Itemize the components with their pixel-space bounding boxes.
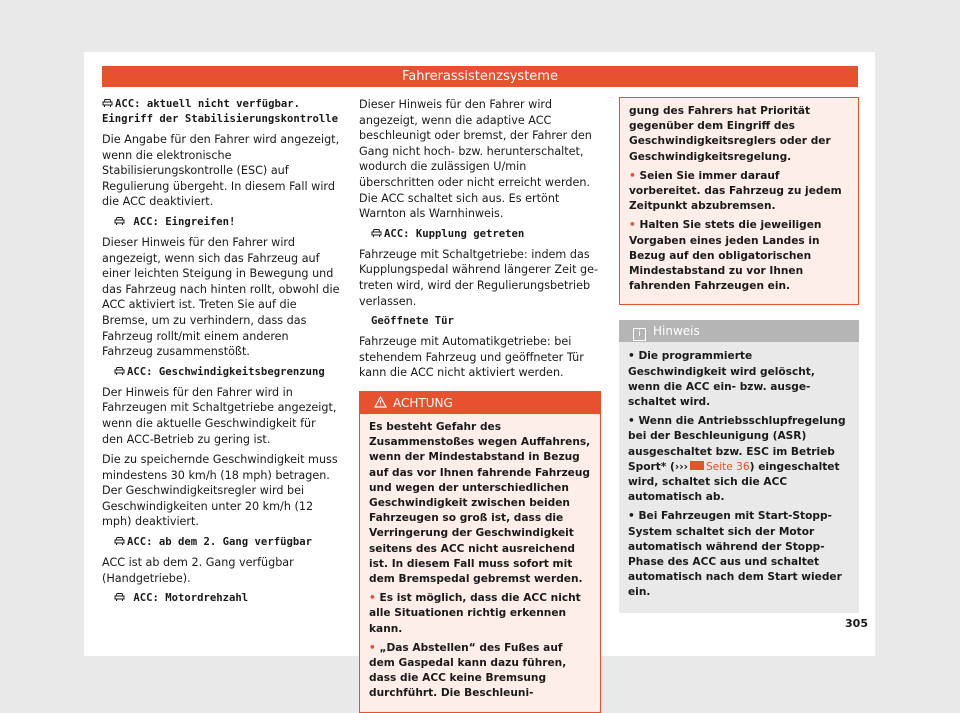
note-header: i Hinweis <box>619 320 859 342</box>
car-icon <box>371 228 382 238</box>
paragraph: ACC ist ab dem 2. Gang verfügbar (Handgetriebe). <box>102 556 294 585</box>
bullet-icon: • <box>629 219 636 232</box>
warning-box <box>359 391 601 713</box>
message-heading: ACC: Kupplung getreten <box>359 227 601 242</box>
info-icon: i <box>633 328 646 341</box>
page-reference-link[interactable]: Seite 36 <box>705 460 750 473</box>
warning-text: Es besteht Gefahr des Zusammenstoßes wegen Auffahrens, wenn der Mindestabstand in Bezug auf das vor Ihnen fahrende Fahrzeug und wegen der unterschiedlichen Geschwindigkeit zwischen beiden Fahrzeugen so groß ist, dass die Verringerung der Geschwindigkeit seitens des ACC nicht ausreichend ist. In diesem Fall muss sofort mit dem Bremspedal gebremst werden. <box>369 420 591 585</box>
paragraph: Die zu speichernde Geschwindigkeit muss mindestens 30 km/h (18 mph) betragen. Der Geschwindigkeitsregler wird bei Geschwindigkeiten unter 20 km/h (12 mph) deaktiviert. <box>102 453 338 529</box>
message-heading: ACC: ab dem 2. Gang verfügbar <box>102 535 340 550</box>
warning-bullet: • „Das Abstellen“ des Fußes auf dem Gaspedal kann dazu führen, dass die ACC keine Bremsung durchführt. Die Beschleuni- <box>369 641 567 700</box>
message-heading: Geöffnete Tür <box>371 315 454 328</box>
bullet-icon: • <box>629 169 636 182</box>
warning-bullet: • Halten Sie stets die jeweiligen Vorgaben eines jeden Landes in Bezug auf den obligatorischen Mindestabstand zu vor Ihnen fahrenden Fahrzeugen ein. <box>629 219 822 293</box>
paragraph: Fahrzeuge mit Schaltgetriebe: indem das Kupplungspedal während längerer Zeit getreten wird, wird der Regulierungsbetrieb verlassen. <box>359 247 599 308</box>
paragraph: Der Hinweis für den Fahrer wird in Fahrzeugen mit Schaltgetriebe angezeigt, wenn die aktuelle Geschwindigkeit für den ACC-Betrieb zu gering ist. <box>102 385 337 446</box>
warning-bullet: • Es ist möglich, dass die ACC nicht alle Situationen richtig erkennen kann. <box>369 592 581 635</box>
bullet-icon: • <box>369 592 376 605</box>
car-icon <box>114 592 125 602</box>
car-icon <box>114 536 125 546</box>
manual-page <box>84 52 875 700</box>
message-heading: ACC: aktuell nicht verfügbar. Eingriff der Stabilisierungskontrolle <box>102 98 338 125</box>
note-bullet: • Wenn die Antriebsschlupfregelung bei der Beschleunigung (ASR) ausgeschaltet bzw. ESC im Betrieb Sport* (››› Seite 36) eingeschaltet wird, schaltet sich die ACC automatisch ab. <box>628 415 846 504</box>
page-number: 305 <box>845 617 868 630</box>
warning-triangle-icon <box>374 396 387 408</box>
paragraph: Dieser Hinweis für den Fahrer wird angezeigt, wenn sich das Fahrzeug auf einer leichten Steigung in Bewegung und das Fahrzeug nach hinten rollt, obwohl die ACC aktiviert ist. Treten Sie auf die Bremse, um zu verhindern, dass das Fahrzeug rollt/mit einem anderen Fahrzeug zusammenstößt. <box>102 235 340 359</box>
note-body <box>619 342 859 612</box>
bullet-icon: • <box>369 641 376 654</box>
note-bullet: • Bei Fahrzeugen mit Start-Stopp-System schaltet sich der Motor automatisch während der Stopp-Phase des ACC aus und schaltet automatisch nach dem Start wieder ein. <box>628 510 842 599</box>
warning-header: ACHTUNG <box>360 392 600 414</box>
car-icon <box>114 366 125 376</box>
warning-continuation <box>619 97 859 305</box>
column-right <box>619 97 859 613</box>
column-left <box>102 97 340 611</box>
paragraph: Die Angabe für den Fahrer wird angezeigt, wenn die elektronische Stabilisierungskontrolle (ESC) auf Regulierung übergeht. In diesem Fall wird die ACC deaktiviert. <box>102 133 340 209</box>
note-bullet: • Die programmierte Geschwindigkeit wird gelöscht, wenn die ACC ein- bzw. ausgeschaltet wird. <box>628 350 815 409</box>
message-heading: ACC: Motordrehzahl <box>102 591 340 606</box>
paragraph: Dieser Hinweis für den Fahrer wird angezeigt, wenn die adaptive ACC beschleunigt oder bremst, der Fahrer den Gang nicht hoch- bzw. herunterschaltet, wodurch die zulässigen U/min überschritten oder nicht erreicht werden. Die ACC schaltet sich aus. Es ertönt Warnton als Warnhinweis. <box>359 98 592 221</box>
column-middle <box>359 97 601 713</box>
warning-text: gung des Fahrers hat Priorität gegenüber dem Eingriff des Geschwindigkeitsreglers oder der Geschwindigkeitsregelung. <box>629 105 831 163</box>
book-reference-icon <box>690 461 704 470</box>
section-header: Fahrerassistenzsysteme <box>102 66 858 87</box>
warning-bullet: • Seien Sie immer darauf vorbereitet. das Fahrzeug zu jedem Zeitpunkt abzubremsen. <box>629 169 842 213</box>
note-box <box>619 320 859 612</box>
warning-body <box>360 414 600 712</box>
paragraph: Fahrzeuge mit Automatikgetriebe: bei stehendem Fahrzeug und geöffneter Tür kann die ACC nicht aktiviert werden. <box>359 335 584 380</box>
car-icon <box>102 98 113 108</box>
message-heading: ACC: Eingreifen! <box>102 215 340 230</box>
message-heading: ACC: Geschwindigkeitsbegrenzung <box>102 365 340 380</box>
car-icon <box>114 216 125 226</box>
